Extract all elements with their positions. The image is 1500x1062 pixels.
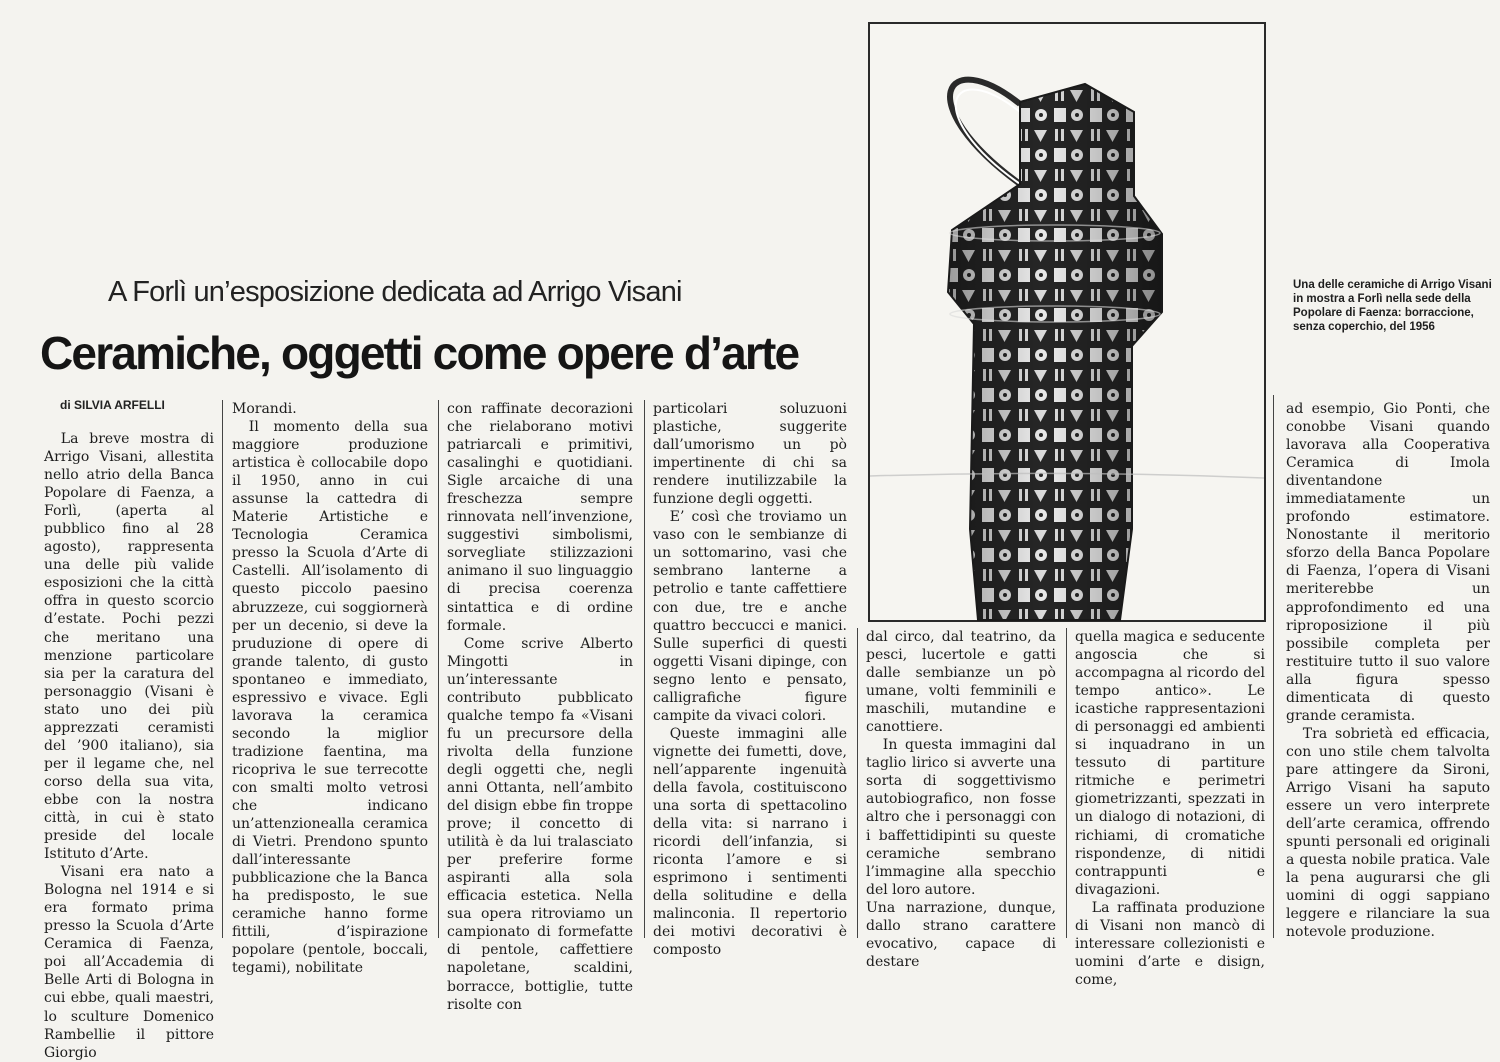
paragraph: Il momento della sua maggiore produzione artistica è collocabile dopo il 1950, anno in cui assunse la cattedra di Materie Artistiche e Tecnologia Ceramica presso la Scuola d’Arte di Castelli. All’isolamento di questo piccolo paesino abruzzeze, cui soggiornerà per un decenio, si deve la pruduzione di opere di grande talento, di gusto spontaneo e immediato, espressivo e vivace. Egli lavorava la ceramica secondo la miglior tradizione faentina, ma ricopriva le sue terrecotte con smalti molto vetrosi che indicano un’attenzionealla ceramica di Vietri. Prendono spunto dall’interessante pubblicazione che la Banca ha predisposto, le sue ceramiche hanno forme fittili, d’ispirazione popolare (pentole, boccali, tegami), nobilitate [232, 419, 428, 977]
article-byline: di SILVIA ARFELLI [60, 398, 165, 412]
article-kicker: A Forlì un’esposizione dedicata ad Arrigo Visani [108, 276, 682, 308]
paragraph: Una narrazione, dunque, dallo strano carattere evocativo, capace di destare [866, 899, 1056, 970]
photo-caption: Una delle ceramiche di Arrigo Visani in mostra a Forlì nella sede della Popolare di Faenza: borraccione, senza coperchio, del 1956 [1293, 279, 1492, 333]
article-headline: Ceramiche, oggetti come opere d’arte [40, 327, 799, 379]
paragraph: Morandi. [232, 401, 297, 417]
paragraph: quella magica e seducente angoscia che si accompagna al ricordo del tempo antico». Le icastiche rappresentazioni di personaggi ed ambienti si inquadrano in un tessuto di partiture ritmiche e perimetri giometrizzanti, spezzati in un dialogo di notazioni, di richiami, di cromatiche rispondenze, di nitidi contrappunti e divagazioni. [1075, 629, 1265, 898]
column-rule [222, 400, 223, 938]
paragraph: In questa immagini dal taglio lirico si avverte una sorta di soggettivismo autobiografico, non fosse altro che i personaggi con i baffettidipinti su queste ceramiche sembrano l’immagine alla specchio del loro autore. [866, 737, 1056, 898]
column-rule [438, 400, 439, 938]
paragraph: E’ così che troviamo un vaso con le sembianze di un sottomarino, vasi che sembrano lanterne a petrolio e tante caffettiere con due, tre e anche quattro beccucci e manici. Sulle superfici di questi oggetti Visani dipinge, con segno lento e pensato, calligrafiche figure campite da vivaci colori. [653, 509, 847, 724]
paragraph: dal circo, dal teatrino, da pesci, lucertole e gatti dalle sembianze un pò umane, volti femminili e maschili, mutandine e canottiere. [866, 629, 1056, 736]
paragraph: con raffinate decorazioni che rielaborano motivi patriarcali e primitivi, casalinghi e quotidiani. Sigle arcaiche di una freschezza sempre rinnovata nell’invenzione, suggestivi simbolismi, sorvegliate stilizzazioni animano il suo linguaggio di precisa coerenza sintattica e di ordine formale. [447, 401, 633, 634]
article-column-5 [866, 628, 1056, 970]
article-column-7 [1286, 400, 1490, 940]
column-rule [1066, 628, 1067, 938]
article-column-1 [44, 430, 214, 1061]
ceramic-jug-photo [868, 22, 1266, 622]
paragraph: Queste immagini alle vignette dei fumetti, dove, nell’apparente ingenuità della favola, costituiscono una sorta di spettacolino della vita: si narrano i ricordi dell’infanzia, si riconta l’amore e si esprimono i sentimenti della solitudine e della malinconia. Il repertorio dei motivi decorativi è composto [653, 725, 847, 959]
paragraph: Tra sobrietà ed efficacia, con uno stile chem talvolta pare attingere da Sironi, Arrigo Visani ha saputo essere un vero interprete dell’arte ceramica, offrendo spunti personali ed originali a questa nobile pratica. Vale la pena augurarsi che gli uomini di oggi sappiano leggere e rilanciare la sua notevole produzione. [1286, 725, 1490, 941]
column-rule [857, 628, 858, 938]
paragraph: Come scrive Alberto Mingotti in un’interessante contributo pubblicato qualche tempo fa «Visani fu un precursore della rivolta della funzione degli oggetti che, negli anni Ottanta, nell’ambito del disign ebbe fin troppe prove; il concetto di utilità è da lui tralasciato per preferire forme aspiranti alla sola efficacia estetica. Nella sua opera ritroviamo un campionato di formefatte di pentole, caffettiere napoletane, scaldini, borracce, bottiglie, tutte risolte con [447, 635, 633, 1013]
column-rule [1273, 395, 1274, 938]
article-column-3 [447, 400, 633, 1013]
paragraph: ad esempio, Gio Ponti, che conobbe Visani quando lavorava alla Cooperativa Ceramica di Imola diventandone immediatamente un profondo estimatore. Nonostante il meritorio sforzo della Banca Popolare di Faenza, l’opera di Visani meriterebbe un approfondimento ed una riproposizione il più possibile completa per restituire tutto il suo valore alla figura spesso dimenticata di questo grande ceramista. [1286, 401, 1490, 724]
ceramic-jug-illustration [870, 24, 1264, 620]
paragraph: Visani era nato a Bologna nel 1914 e si era formato prima presso la Scuola d’Arte Ceramica di Faenza, poi all’Accademia di Belle Arti di Bologna in cui ebbe, quali maestri, lo sculture Domenico Rambellie il pittore Giorgio [44, 864, 214, 1061]
paragraph: La breve mostra di Arrigo Visani, allestita nello atrio della Banca Popolare di Faenza, a Forlì, (aperta al pubblico fino al 28 agosto), rappresenta una delle più valide esposizioni che la città offra in questo scorcio d’estate. Pochi pezzi che meritano una menzione particolare sia per la caratura del personaggio (Visani è stato uno dei più apprezzati ceramisti del ’900 italiano), sia per il legame che, nel corso della sua vita, ebbe con la nostra città, in cui è stato preside del locale Istituto d’Arte. [44, 431, 214, 863]
paragraph: particolari soluzuoni plastiche, suggerite dall’umorismo un pò impertinente di chi sa rendere inutilizzabile la funzione degli oggetti. [653, 401, 847, 508]
column-rule [644, 400, 645, 938]
paragraph: La raffinata produzione di Visani non mancò di interessare collezionisti e uomini d’arte e disign, come, [1075, 899, 1265, 988]
article-column-2 [232, 400, 428, 977]
article-column-6 [1075, 628, 1265, 988]
article-column-4 [653, 400, 847, 959]
